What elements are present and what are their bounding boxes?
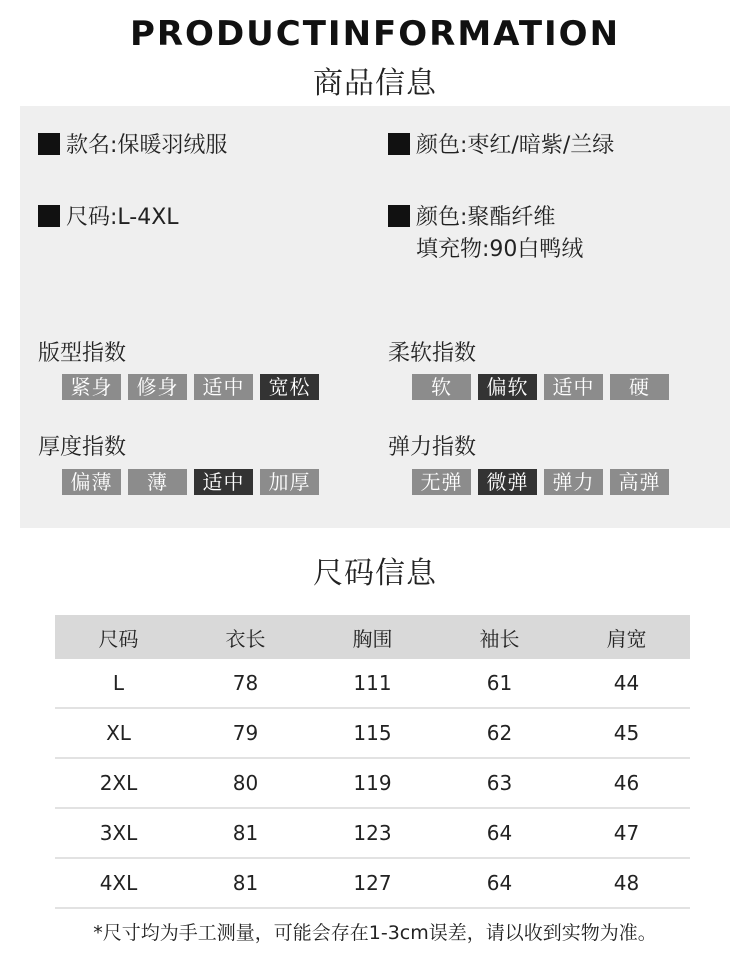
- table-cell: 46: [563, 758, 690, 808]
- table-cell: 115: [309, 708, 436, 758]
- softness-index-chips: [412, 374, 669, 400]
- table-cell: 62: [436, 708, 563, 758]
- table-cell: 63: [436, 758, 563, 808]
- table-cell: L: [55, 659, 182, 708]
- table-cell: 78: [182, 659, 309, 708]
- page-title-cn: 商品信息: [313, 66, 437, 101]
- header-cell: 肩宽: [563, 615, 690, 659]
- attr-style-text: 款名:保暖羽绒服: [66, 133, 228, 158]
- table-cell: 48: [563, 858, 690, 908]
- softness-chip: 硬: [610, 374, 669, 400]
- table-cell: 4XL: [55, 858, 182, 908]
- attr-size-text: 尺码:L-4XL: [66, 205, 179, 230]
- product-info-panel: [20, 106, 730, 528]
- table-cell: 44: [563, 659, 690, 708]
- header-cell: 尺码: [55, 615, 182, 659]
- header-cell: 胸围: [309, 615, 436, 659]
- elasticity-chip: 弹力: [544, 469, 603, 495]
- table-cell: 81: [182, 808, 309, 858]
- table-cell: 64: [436, 858, 563, 908]
- thickness-chip: 加厚: [260, 469, 319, 495]
- fit-chip: 紧身: [62, 374, 121, 400]
- size-section-title: 尺码信息: [313, 556, 437, 591]
- attr-material-text: 颜色:聚酯纤维: [416, 205, 556, 230]
- header-cell: 袖长: [436, 615, 563, 659]
- softness-chip: 软: [412, 374, 471, 400]
- attr-filling-text: 填充物:90白鸭绒: [416, 237, 584, 262]
- thickness-chip: 薄: [128, 469, 187, 495]
- thickness-index-title: 厚度指数: [38, 435, 127, 460]
- softness-index-title: 柔软指数: [388, 341, 477, 366]
- attr-size: [38, 202, 179, 234]
- table-cell: 81: [182, 858, 309, 908]
- square-bullet-icon: [388, 205, 410, 227]
- measurement-note: *尺寸均为手工测量，可能会存在1-3cm误差，请以收到实物为准。: [93, 922, 657, 944]
- table-cell: 80: [182, 758, 309, 808]
- fit-chip-selected: 宽松: [260, 374, 319, 400]
- softness-chip-selected: 偏软: [478, 374, 537, 400]
- page-title-en: PRODUCTINFORMATION: [129, 14, 621, 54]
- thickness-chip: 偏薄: [62, 469, 121, 495]
- softness-chip: 适中: [544, 374, 603, 400]
- header-cell: 衣长: [182, 615, 309, 659]
- table-cell: 64: [436, 808, 563, 858]
- elasticity-chip: 高弹: [610, 469, 669, 495]
- table-row: [55, 808, 690, 858]
- fit-chip: 适中: [194, 374, 253, 400]
- elasticity-chip-selected: 微弹: [478, 469, 537, 495]
- table-cell: 79: [182, 708, 309, 758]
- attr-color: [388, 130, 614, 162]
- fit-chip: 修身: [128, 374, 187, 400]
- attr-color-text: 颜色:枣红/暗紫/兰绿: [416, 133, 615, 158]
- elasticity-index-chips: [412, 469, 669, 495]
- table-cell: 119: [309, 758, 436, 808]
- fit-index-title: 版型指数: [38, 341, 127, 366]
- table-cell: 127: [309, 858, 436, 908]
- table-row: [55, 708, 690, 758]
- attr-style: [38, 130, 227, 162]
- table-cell: XL: [55, 708, 182, 758]
- table-row: [55, 659, 690, 708]
- table-cell: 45: [563, 708, 690, 758]
- fit-index-chips: [62, 374, 319, 400]
- thickness-chip-selected: 适中: [194, 469, 253, 495]
- table-cell: 2XL: [55, 758, 182, 808]
- table-cell: 123: [309, 808, 436, 858]
- square-bullet-icon: [38, 205, 60, 227]
- table-row: [55, 758, 690, 808]
- square-bullet-icon: [388, 133, 410, 155]
- table-row: [55, 858, 690, 908]
- size-table: [55, 615, 690, 909]
- attr-material: [388, 202, 583, 266]
- square-bullet-icon: [38, 133, 60, 155]
- size-table-header-row: [55, 615, 690, 659]
- elasticity-index-title: 弹力指数: [388, 435, 477, 460]
- table-cell: 61: [436, 659, 563, 708]
- table-cell: 3XL: [55, 808, 182, 858]
- thickness-index-chips: [62, 469, 319, 495]
- table-cell: 111: [309, 659, 436, 708]
- table-cell: 47: [563, 808, 690, 858]
- elasticity-chip: 无弹: [412, 469, 471, 495]
